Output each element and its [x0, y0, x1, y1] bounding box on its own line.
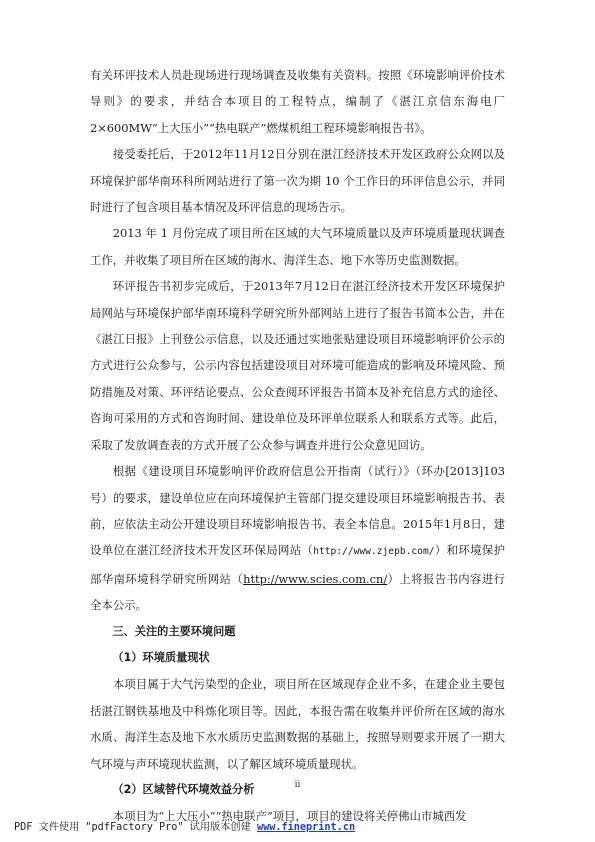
scies-url-link[interactable]: http://www.scies.com.cn/: [243, 571, 388, 586]
paragraph-text: ）和环境保护部华南环境科学研究所网站（: [90, 543, 505, 586]
paragraph: 有关环评技术人员赴现场进行现场调查及收集有关资料。按照《环境影响评价技术导则》的要求，并结合本项目的工程特点，编制了《湛江京信东海电厂2×600MW“上大压小”“热电联产”燃煤机组工程环境影响报告书》。: [90, 68, 505, 135]
paragraph-text: 根据《建设项目环境影响评价政府信息公开指南（试行）》（环办[2013]103号）的要求，建设单位应在向环境保护主管部门提交建设项目环境影响报告书、表前，应依法主动公开建设项目环境影响报告书、表全本信息。2015年1月8日，建设单位在湛江经济技术开发区环保局网站（: [90, 464, 505, 558]
pdf-watermark-footer: [14, 818, 355, 833]
document-body: [90, 62, 505, 830]
paragraph-text: ）上将报告书内容进行全本公示。: [90, 571, 505, 613]
footer-text: PDF 文件使用 "pdfFactory Pro" 试用版本创建: [14, 822, 257, 833]
fineprint-link[interactable]: www.fineprint.cn: [256, 822, 356, 833]
section-heading: 三、关注的主要环境问题: [112, 624, 236, 638]
zjepb-url-link[interactable]: http://www.zjepb.com/: [313, 546, 435, 558]
paragraph: 2013 年 1 月份完成了项目所在区域的大气环境质量以及声环境质量现状调查工作，并收集了项目所在区域的海水、海洋生态、地下水等历史监测数据。: [90, 226, 505, 267]
page-number: ii: [294, 780, 301, 790]
paragraph: 接受委托后，于2012年11月12日分别在湛江经济技术开发区政府公众网以及环境保护部华南环科所网站进行了第一次为期 10 个工作日的环评信息公示，并同时进行了包含项目基本情况及环评信息的现场告示。: [90, 147, 505, 215]
paragraph: 环评报告书初步完成后，于2013年7月12日在湛江经济技术开发区环境保护局网站与环境保护部华南环境科学研究所外部网站上进行了报告书简本公告，并在《湛江日报》上刊登公示信息，以及还通过实地张贴建设项目环境影响评价公示的方式进行公众参与，公示内容包括建设项目对环境可能造成的影响及环境风险、预防措施及对策、环评结论要点、公众查阅环评报告书简本及补充信息方式的途径、咨询可采用的方式和咨询时间、建设单位及环评单位联系人和联系方式等。此后，采取了发放调查表的方式开展了公众参与调查并进行公众意见回访。: [90, 279, 505, 452]
paragraph: 本项目属于大气污染型的企业，项目所在区域现存企业不多，在建企业主要包括湛江钢铁基地及中科炼化项目等。因此，本报告需在收集并评价所在区域的海水水质、海洋生态及地下水水质历史监测数据的基础上，按照导则要求开展了一期大气环境与声环境现状监测，以了解区域环境质量现状。: [90, 677, 505, 771]
paragraph-with-links: [90, 458, 505, 618]
paragraph: 本项目为“上大压小”“热电联产”项目，项目的建设将关停佛山市城西发: [112, 809, 467, 824]
subsection-heading: （2）区域替代环境效益分析: [112, 782, 255, 796]
subsection-heading: （1）环境质量现状: [112, 650, 210, 664]
